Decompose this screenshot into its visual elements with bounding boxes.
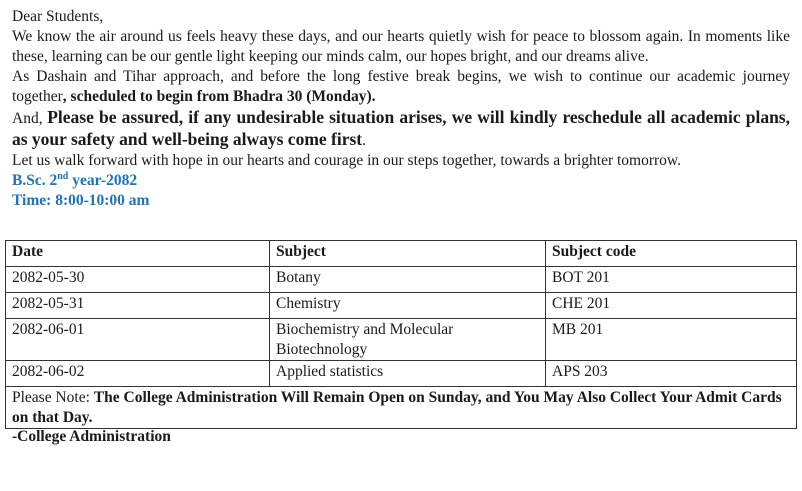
program-name: B.Sc. 2 (12, 172, 58, 189)
table-row (6, 293, 797, 319)
note-cell (6, 387, 797, 429)
table-header-row (6, 241, 797, 267)
table-row (6, 319, 797, 361)
paragraph-peace: We know the air around us feels heavy these days, and our hearts quietly wish for peace to blossom again. In moments like these, learning can be our gentle light keeping our minds calm, our hopes bright, and our dreams alive. (12, 28, 790, 65)
greeting: Dear Students, (12, 8, 104, 25)
header-date: Date (6, 241, 270, 267)
table-row (6, 361, 797, 387)
cell-date: 2082-06-01 (6, 319, 270, 361)
note-text: The College Administration Will Remain Open on Sunday, and You May Also Collect Your Admit Cards on that Day. (12, 389, 782, 426)
paragraph-assurance (12, 107, 790, 151)
cell-code: BOT 201 (546, 267, 797, 293)
signature: -College Administration (12, 428, 171, 445)
cell-date: 2082-05-31 (6, 293, 270, 319)
schedule-start-date: , scheduled to begin from Bhadra 30 (Monday). (62, 88, 376, 105)
assurance-prefix: And, (12, 110, 48, 127)
cell-code: APS 203 (546, 361, 797, 387)
table-note-row (6, 387, 797, 429)
paragraph-closing: Let us walk forward with hope in our hearts and courage in our steps together, towards a brighter tomorrow. (12, 152, 681, 169)
notice-body (12, 7, 790, 211)
schedule-intro: As Dashain and Tihar approach, and before the long festive break begins, we wish to continue our academic journey together (12, 68, 790, 105)
exam-time: Time: 8:00-10:00 am (12, 192, 150, 209)
program-heading (12, 171, 790, 191)
header-subject-code: Subject code (546, 241, 797, 267)
cell-subject: Applied statistics (270, 361, 546, 387)
note-prefix: Please Note: (12, 389, 94, 406)
cell-subject: Botany (270, 267, 546, 293)
exam-schedule-table (5, 240, 797, 429)
cell-date: 2082-05-30 (6, 267, 270, 293)
table-row (6, 267, 797, 293)
cell-date: 2082-06-02 (6, 361, 270, 387)
program-year: year-2082 (68, 172, 138, 189)
paragraph-schedule (12, 67, 790, 107)
header-subject: Subject (270, 241, 546, 267)
assurance-suffix: . (362, 132, 367, 149)
cell-code: MB 201 (546, 319, 797, 361)
program-ordinal: nd (57, 170, 69, 182)
cell-subject: Biochemistry and Molecular Biotechnology (270, 319, 546, 361)
cell-code: CHE 201 (546, 293, 797, 319)
assurance-text: Please be assured, if any undesirable situation arises, we will kindly reschedule all academic plans, as your safety and well-being always come first (12, 107, 790, 149)
cell-subject: Chemistry (270, 293, 546, 319)
